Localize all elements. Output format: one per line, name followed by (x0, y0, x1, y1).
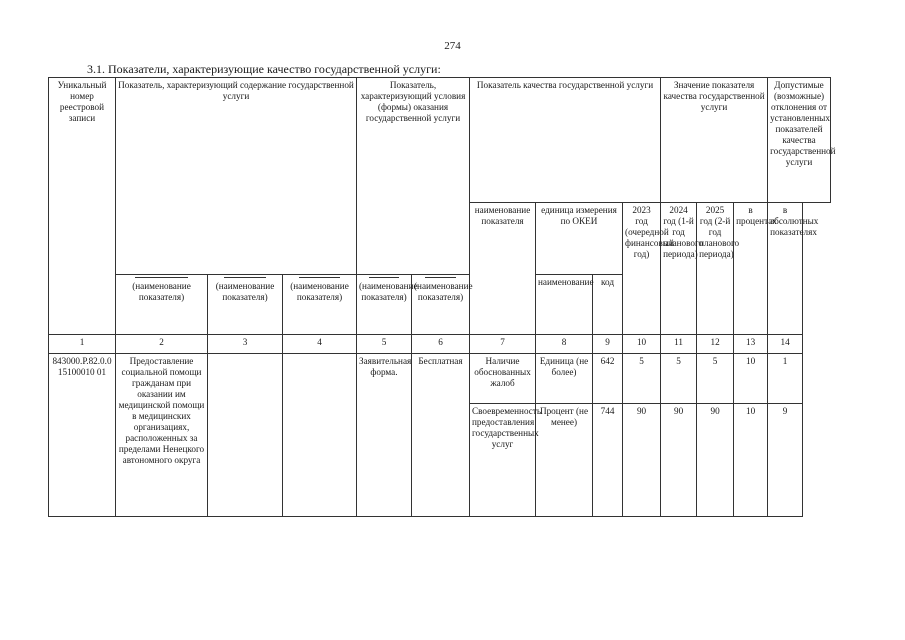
header-subname-3: (наименование показателя) (283, 275, 357, 335)
header-subname-2: (наименование показателя) (208, 275, 283, 335)
quality-indicators-table (48, 77, 836, 517)
header-quality-indicator: Показатель качества государственной услуги (470, 78, 661, 203)
column-number: 5 (357, 335, 412, 354)
unit-code: 642 (593, 354, 623, 404)
record-empty-col3 (208, 354, 283, 517)
page-number: 274 (444, 40, 461, 52)
column-number: 13 (734, 335, 768, 354)
column-number: 10 (623, 335, 661, 354)
record-unique-number: 843000.Р.82.0.015100010 01 (49, 354, 116, 517)
header-quality-value: Значение показателя качества государственной услуги (661, 78, 768, 203)
unit-name: Процент (не менее) (536, 404, 593, 517)
header-okei-name: наименование (536, 275, 593, 335)
record-empty-col4 (283, 354, 357, 517)
column-number: 9 (593, 335, 623, 354)
column-number: 7 (470, 335, 536, 354)
deviation-absolute: 9 (768, 404, 803, 517)
column-number: 3 (208, 335, 283, 354)
header-year-2025: 2025 год (2-й год планового периода) (697, 203, 734, 335)
column-number: 2 (116, 335, 208, 354)
column-number: 6 (412, 335, 470, 354)
header-year-2024: 2024 год (1-й год планового периода) (661, 203, 697, 335)
unit-code: 744 (593, 404, 623, 517)
header-unique-number: Уникальный номер реестровой записи (49, 78, 116, 335)
header-okei-unit: единица измерения по ОКЕИ (536, 203, 623, 275)
record-content: Предоставление социальной помощи гражданам при оказании им медицинской помощи в медицинских организациях, расположенных за пределами Ненецкого автономного округа (116, 354, 208, 517)
deviation-percent: 10 (734, 404, 768, 517)
record-condition-payment: Бесплатная (412, 354, 470, 517)
deviation-percent: 10 (734, 354, 768, 404)
column-number: 12 (697, 335, 734, 354)
column-number-row (49, 335, 831, 354)
section-title: 3.1. Показатели, характеризующие качество государственной услуги: (87, 62, 441, 76)
header-subname-5: (наименование показателя) (412, 275, 470, 335)
header-indicator-name: наименование показателя (470, 203, 536, 335)
header-subname-1: (наименование показателя) (116, 275, 208, 335)
column-number: 8 (536, 335, 593, 354)
unit-name: Единица (не более) (536, 354, 593, 404)
header-subname-4: (наименование показателя) (357, 275, 412, 335)
column-number: 14 (768, 335, 803, 354)
indicator-name: Наличие обоснованных жалоб (470, 354, 536, 404)
deviation-absolute: 1 (768, 354, 803, 404)
column-number: 4 (283, 335, 357, 354)
indicator-name: Своевременность предоставления государственных услуг (470, 404, 536, 517)
column-number: 1 (49, 335, 116, 354)
value-2023: 90 (623, 404, 661, 517)
value-2023: 5 (623, 354, 661, 404)
header-in-percent: в процентах (734, 203, 768, 335)
value-2024: 5 (661, 354, 697, 404)
header-deviations: Допустимые (возможные) отклонения от установленных показателей качества государственной услуги (768, 78, 831, 203)
header-year-2023: 2023 год (очередной финансовый год) (623, 203, 661, 335)
value-2025: 5 (697, 354, 734, 404)
header-content-indicator: Показатель, характеризующий содержание государственной услуги (116, 78, 357, 275)
value-2025: 90 (697, 404, 734, 517)
column-number: 11 (661, 335, 697, 354)
record-condition-form: Заявительная форма. (357, 354, 412, 517)
header-in-absolute: в абсолютных показателях (768, 203, 803, 335)
header-conditions-indicator: Показатель, характеризующий условия (формы) оказания государственной услуги (357, 78, 470, 275)
value-2024: 90 (661, 404, 697, 517)
header-okei-code: код (593, 275, 623, 335)
table-row (49, 354, 831, 404)
